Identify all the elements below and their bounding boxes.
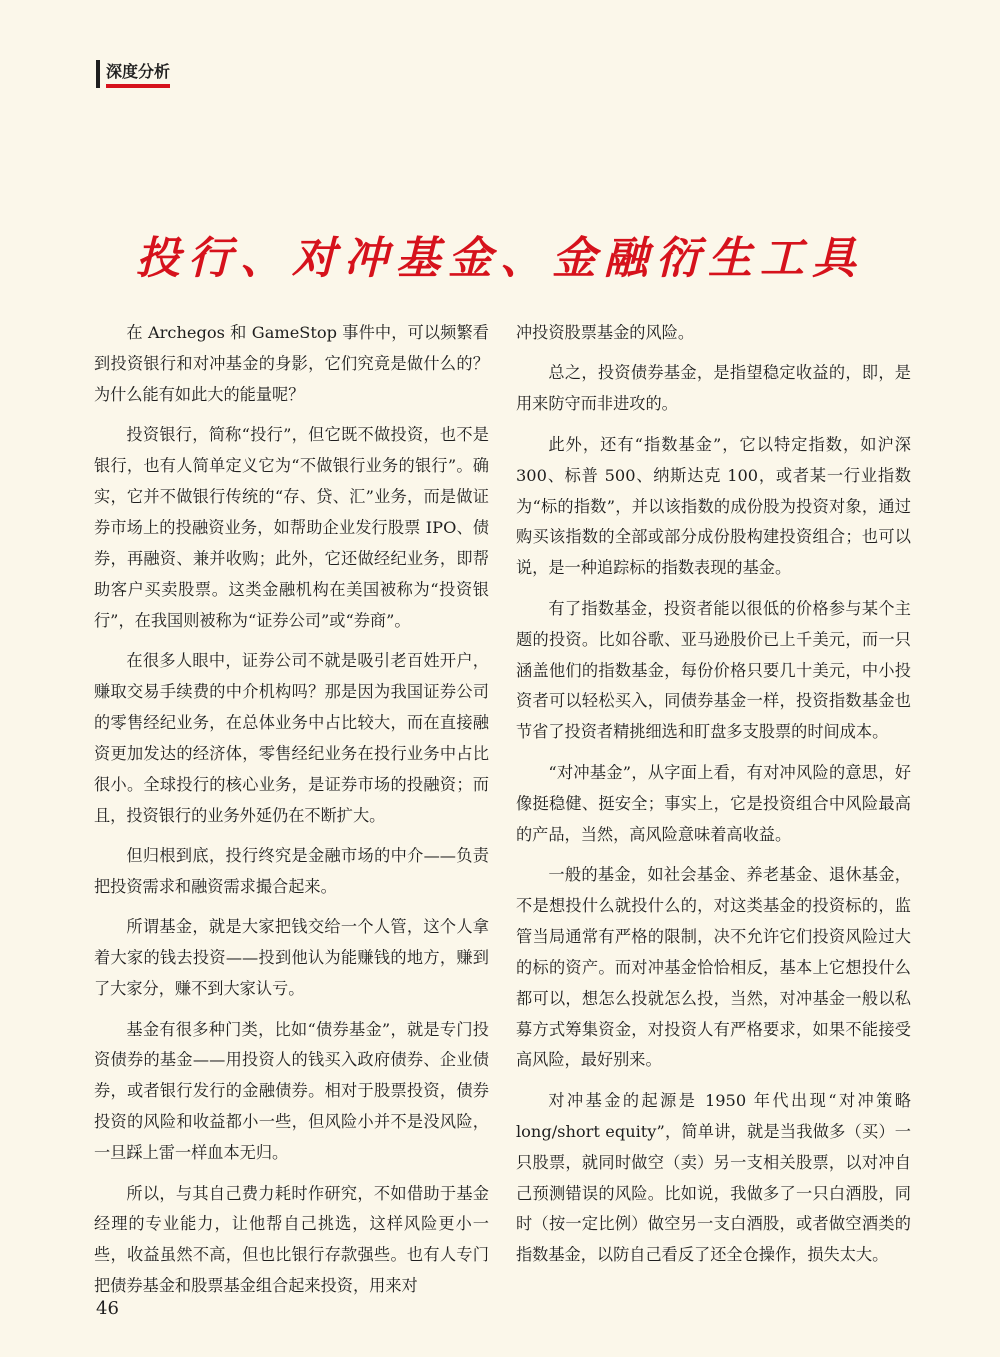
paragraph: “对冲基金”，从字面上看，有对冲风险的意思，好像挺稳健、挺安全；事实上，它是投资组合中风险最高的产品，当然，高风险意味着高收益。 [516,762,911,844]
section-tag [96,60,170,88]
paragraph: 一般的基金，如社会基金、养老基金、退休基金，不是想投什么就投什么的，对这类基金的投资标的，监管当局通常有严格的限制，决不允许它们投资风险过大的标的资产。而对冲基金恰恰相反，基本上它想投什么都可以，想怎么投就怎么投，当然，对冲基金一般以私募方式筹集资金，对投资人有严格要求，如果不能接受高风险，最好别来。 [516,865,911,1070]
paragraph: 基金有很多种门类，比如“债券基金”，就是专门投资债券的基金——用投资人的钱买入政府债券、企业债券，或者银行发行的金融债券。相对于股票投资，债券投资的风险和收益都小一些，但风险小并不是没风险，一旦踩上雷一样血本无归。 [94,1019,489,1163]
paragraph: 投资银行，简称“投行”，但它既不做投资，也不是银行，也有人简单定义它为“不做银行业务的银行”。确实，它并不做银行传统的“存、贷、汇”业务，而是做证券市场上的投融资业务，如帮助企业发行股票 IPO、债券，再融资、兼并收购；此外，它还做经纪业务，即帮助客户买卖股票。这类金融机构在美国被称为“投资银行”，在我国则被称为“证券公司”或“券商”。 [94,425,489,630]
section-tag-label: 深度分析 [106,62,171,81]
section-tag-bar [96,60,100,88]
paragraph-continuation: 冲投资股票基金的风险。 [516,323,695,342]
right-column [516,318,911,1281]
left-column [94,318,489,1312]
paragraph: 有了指数基金，投资者能以很低的价格参与某个主题的投资。比如谷歌、亚马逊股价已上千美元，而一只涵盖他们的指数基金，每份价格只要几十美元，中小投资者可以轻松买入，同债券基金一样，投资指数基金也节省了投资者精挑细选和盯盘多支股票的时间成本。 [516,598,911,742]
paragraph: 总之，投资债券基金，是指望稳定收益的，即，是用来防守而非进攻的。 [516,363,911,414]
paragraph: 此外，还有“指数基金”，它以特定指数，如沪深 300、标普 500、纳斯达克 100，或者某一行业指数为“标的指数”，并以该指数的成份股为投资对象，通过购买该指数的全部或部分成份股构建投资组合；也可以说，是一种追踪标的指数表现的基金。 [516,434,911,578]
paragraph: 所谓基金，就是大家把钱交给一个人管，这个人拿着大家的钱去投资——投到他认为能赚钱的地方，赚到了大家分，赚不到大家认亏。 [94,917,489,999]
paragraph: 所以，与其自己费力耗时作研究，不如借助于基金经理的专业能力，让他帮自己挑选，这样风险更小一些，收益虽然不高，但也比银行存款强些。也有人专门把债券基金和股票基金组合起来投资，用来对 [94,1183,489,1296]
section-tag-underline [106,84,170,88]
paragraph: 但归根到底，投行终究是金融市场的中介——负责把投资需求和融资需求撮合起来。 [94,846,489,896]
paragraph: 在很多人眼中，证券公司不就是吸引老百姓开户，赚取交易手续费的中介机构吗？那是因为我国证券公司的零售经纪业务，在总体业务中占比较大，而在直接融资更加发达的经济体，零售经纪业务在投行业务中占比很小。全球投行的核心业务，是证券市场的投融资；而且，投资银行的业务外延仍在不断扩大。 [94,651,489,825]
article-title: 投行、对冲基金、金融衍生工具 [136,233,864,284]
page-number: 46 [96,1298,119,1319]
paragraph: 在 Archegos 和 GameStop 事件中，可以频繁看到投资银行和对冲基金的身影，它们究竟是做什么的？为什么能有如此大的能量呢？ [94,323,489,404]
paragraph: 对冲基金的起源是 1950 年代出现“对冲策略 long/short equity”，简单讲，就是当我做多（买）一只股票，就同时做空（卖）另一支相关股票，以对冲自己预测错误的风险。比如说，我做多了一只白酒股，同时（按一定比例）做空另一支白酒股，或者做空酒类的指数基金，以防自己看反了还全仓操作，损失太大。 [516,1090,911,1265]
